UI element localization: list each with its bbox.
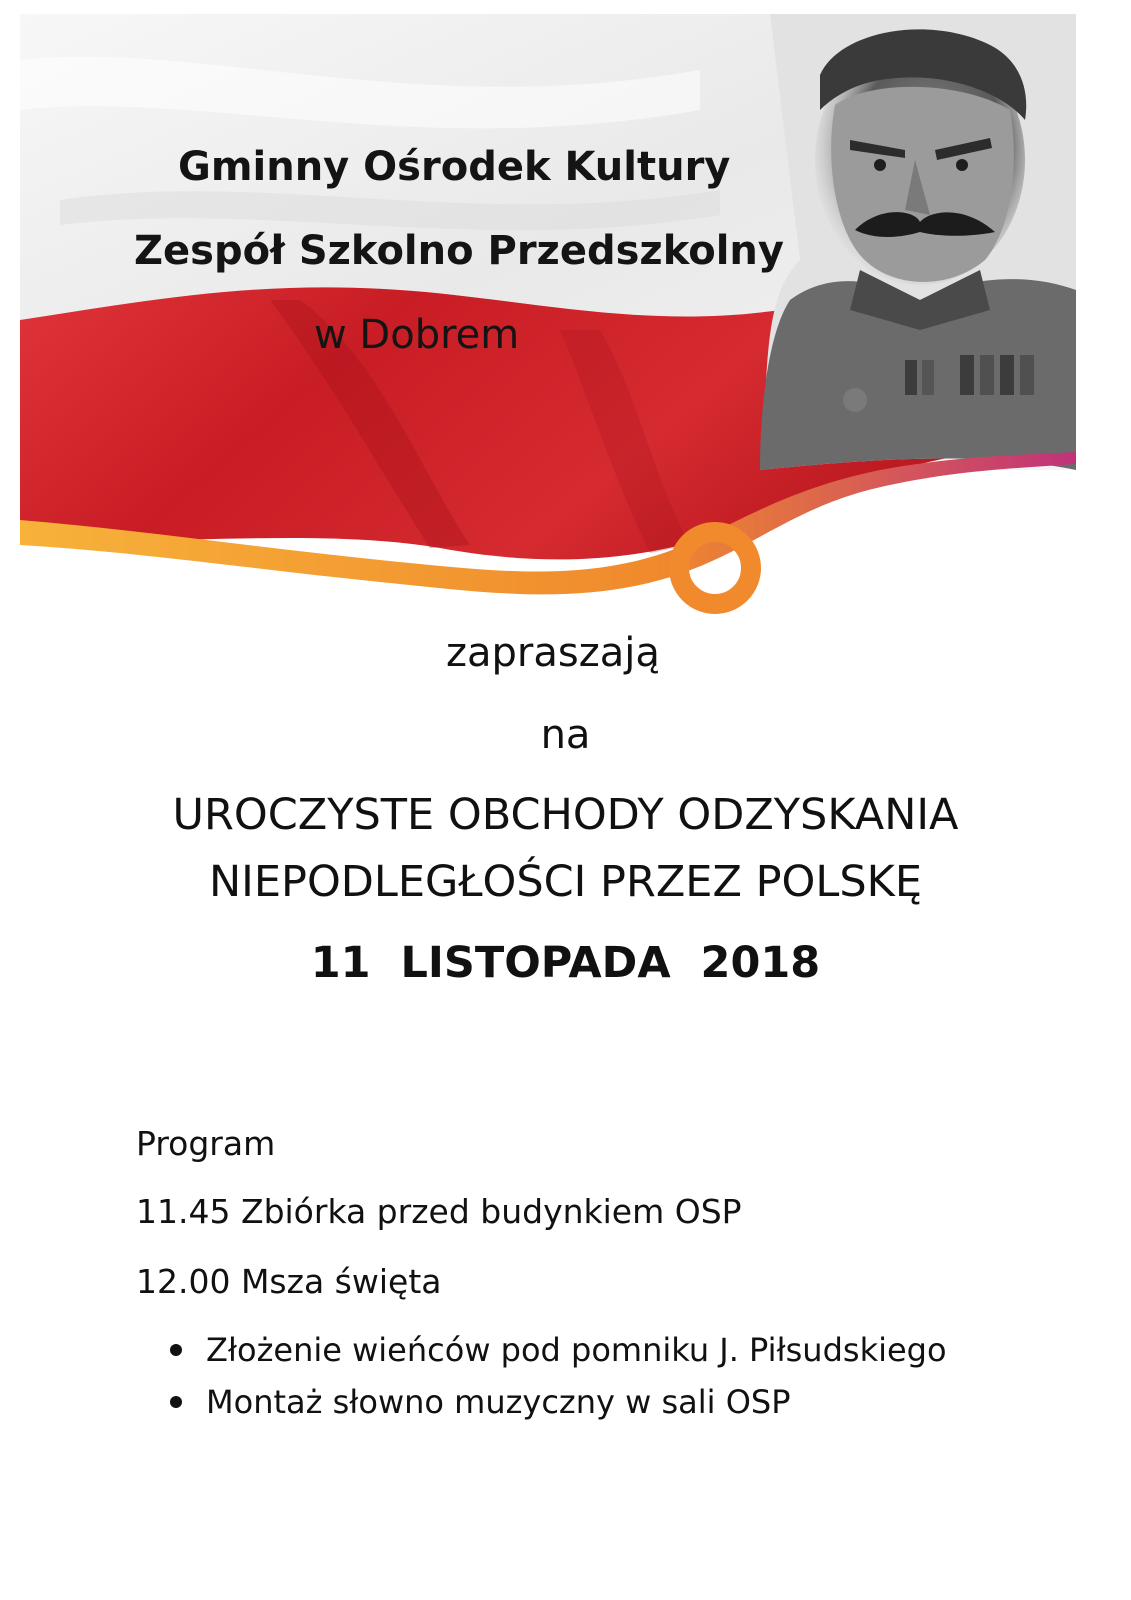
program-item: 12.00 Msza święta <box>136 1262 442 1301</box>
program-item: 11.45 Zbiórka przed budynkiem OSP <box>136 1192 742 1231</box>
org-location: w Dobrem <box>314 312 520 358</box>
event-title-line-1: UROCZYSTE OBCHODY ODZYSKANIA <box>172 790 959 840</box>
bullet-text: Montaż słowno muzyczny w sali OSP <box>206 1383 791 1421</box>
event-title-line-2: NIEPODLEGŁOŚCI PRZEZ POLSKĘ <box>209 857 922 907</box>
org-name-school: Zespół Szkolno Przedszkolny <box>134 228 784 274</box>
bullet-text: Złożenie wieńców pod pomniku J. Piłsudskiego <box>206 1331 947 1369</box>
flag-banner-graphic <box>0 0 1131 640</box>
program-bullet-list <box>166 1330 947 1434</box>
org-name-culture-center: Gminny Ośrodek Kultury <box>178 144 731 190</box>
invite-preposition: na <box>540 712 591 758</box>
bullet-item <box>166 1330 947 1382</box>
event-date: 11 LISTOPADA 2018 <box>310 938 821 988</box>
header-banner <box>0 0 1131 640</box>
bullet-icon <box>170 1396 182 1408</box>
invite-verb: zapraszają <box>446 630 660 676</box>
program-heading: Program <box>136 1124 276 1163</box>
bullet-icon <box>170 1344 182 1356</box>
bullet-item <box>166 1382 947 1434</box>
portrait-image <box>760 14 1076 470</box>
